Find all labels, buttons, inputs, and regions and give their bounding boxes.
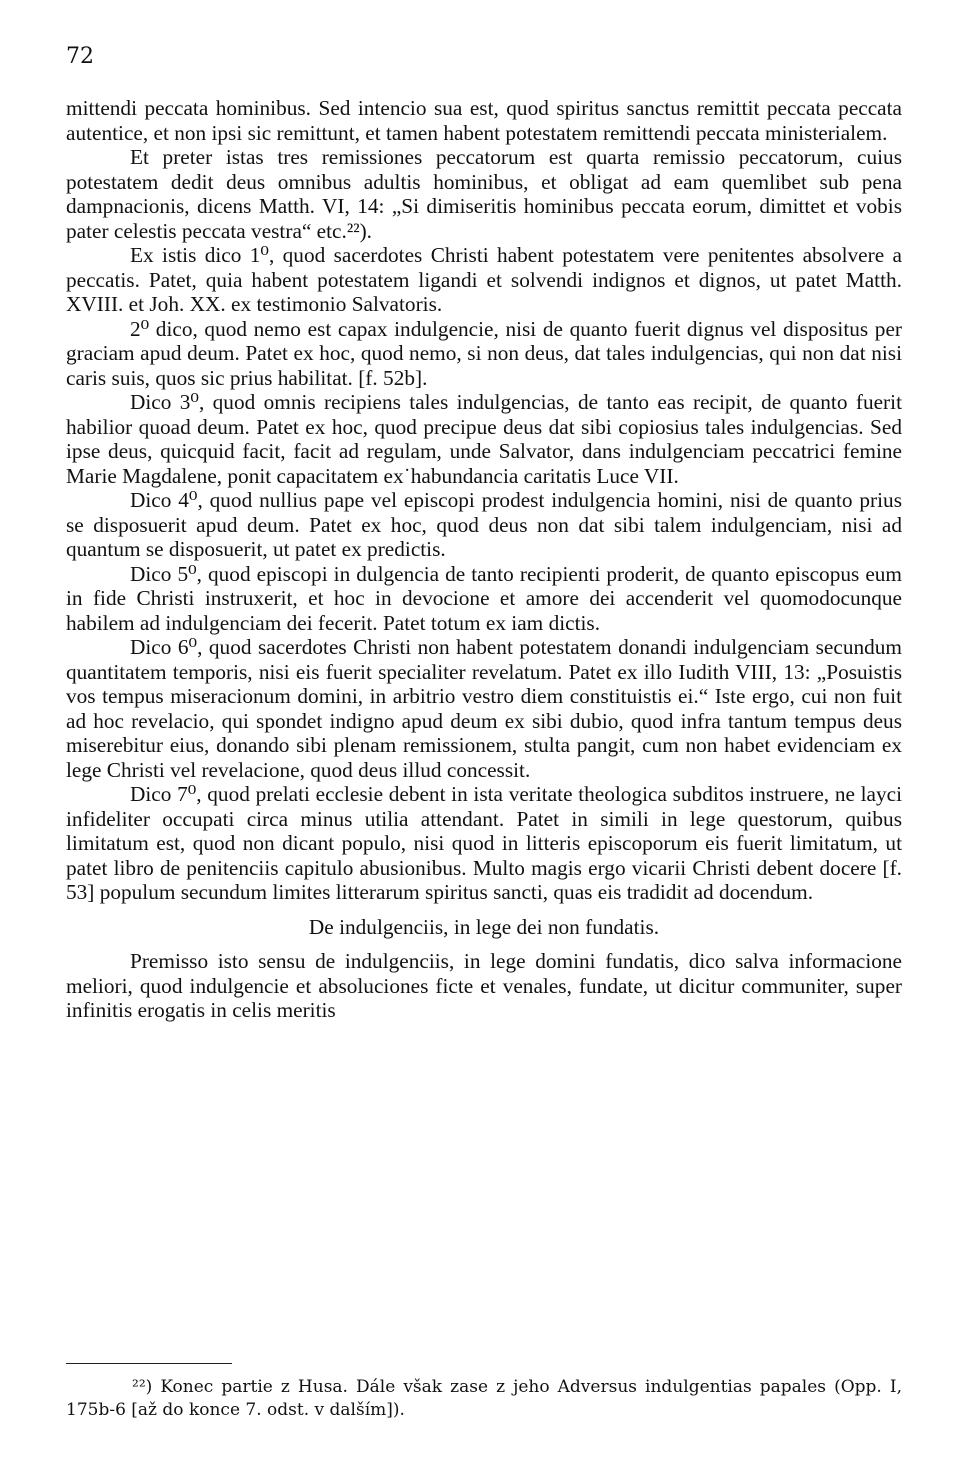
paragraph: Dico 7⁰, quod prelati ecclesie debent in ista veritate theologica subditos instruere, ne layci infideliter occupati circa minus utilia attendant. Patet in simili in lege questorum, quibus limitatum est, quod non dicant populo, nisi quod in litteris episcoporum eis fuerit limitatum, ut patet libro de penitenciis capitulo abusionibus. Multo magis ergo vicarii Christi debent docere [f. 53] populum secundum limites litterarum spiritus sancti, quas eis tradidit ad docendum.	[66, 782, 902, 904]
footnotes	[66, 1376, 902, 1422]
footnote: ²²) Konec partie z Husa. Dále však zase z jeho Adversus indulgentias papales (Opp. I, 175b-6 [až do konce 7. odst. v dalším]).	[66, 1377, 902, 1420]
paragraph: Dico 6⁰, quod sacerdotes Christi non habent potestatem donandi indulgenciam secundum quantitatem temporis, nisi eis fuerit specialiter revelatum. Patet ex illo Iudith VIII, 13: „Posuistis vos tempus miseracionum domini, in arbitrio vestro diem constituistis ei.“ Iste ergo, cui non fuit ad hoc revelacio, qui spondet indigno apud deum ex sibi dubio, quod infra tantum tempus deus miserebitur eius, donando sibi plenam remissionem, stulta pangit, cum non habet evidenciam ex lege Christi vel revelacione, quod deus illud concessit.	[66, 635, 902, 782]
paragraph: Dico 5⁰, quod episcopi in dulgencia de tanto recipienti proderit, de quanto episcopus eum in fide Christi instruxerit, et hoc in devocione et amore dei accenderit vel quomodocunque habilem ad indulgenciam dei fecerit. Patet totum ex iam dictis.	[66, 561, 902, 635]
section-heading: De indulgenciis, in lege dei non fundatis.	[308, 914, 660, 939]
paragraph: mittendi peccata hominibus. Sed intencio sua est, quod spiritus sanctus remittit peccata peccata autentice, et non ipsi sic remittunt, et tamen habent potestatem remittendi peccata ministerialem.	[66, 96, 902, 145]
paragraph: Dico 3⁰, quod omnis recipiens tales indulgencias, de tanto eas recipit, de quanto fuerit habilior quoad deum. Patet ex hoc, quod precipue deus dat sibi copiosius tales indulgencias. Sed ipse deus, quicquid facit, facit ad regulam, unde Salvator, dans indulgenciam peccatrici femine Marie Magdalene, ponit capacitatem ex˙habundancia caritatis Luce VII.	[66, 390, 902, 488]
footnote-divider	[66, 1363, 232, 1364]
paragraph: 2⁰ dico, quod nemo est capax indulgencie, nisi de quanto fuerit dignus vel dispositus per graciam apud deum. Patet ex hoc, quod nemo, si non deus, dat tales indulgencias, qui non dat nisi caris suis, quos sic prius habilitat. [f. 52b].	[66, 316, 902, 390]
page-number: 72	[66, 44, 94, 69]
paragraph: Et preter istas tres remissiones peccatorum est quarta remissio peccatorum, cuius potestatem dedit deus omnibus adultis hominibus, et obligat ad eam quemlibet sub pena dampnacionis, dicens Matth. VI, 14: „Si dimiseritis hominibus peccata eorum, dimittet et vobis pater celestis peccata vestra“ etc.²²).	[66, 145, 902, 243]
paragraph: Premisso isto sensu de indulgenciis, in lege domini fundatis, dico salva informacione meliori, quod indulgencie et absoluciones ficte et venales, fundate, ut dicitur communiter, super infinitis erogatis in celis meritis	[66, 949, 902, 1022]
paragraph: Dico 4⁰, quod nullius pape vel episcopi prodest indulgencia homini, nisi de quanto prius se disposuerit apud deum. Patet ex hoc, quod deus non dat sibi talem indulgenciam, nisi ad quantum se disposuerit, ut patet ex predictis.	[66, 488, 902, 561]
main-text	[66, 96, 902, 1023]
paragraph: Ex istis dico 1⁰, quod sacerdotes Christi habent potestatem vere penitentes absolvere a peccatis. Patet, quia habent potestatem ligandi et solvendi indignos et dignos, ut patet Matth. XVIII. et Joh. XX. ex testimonio Salvatoris.	[66, 243, 902, 316]
